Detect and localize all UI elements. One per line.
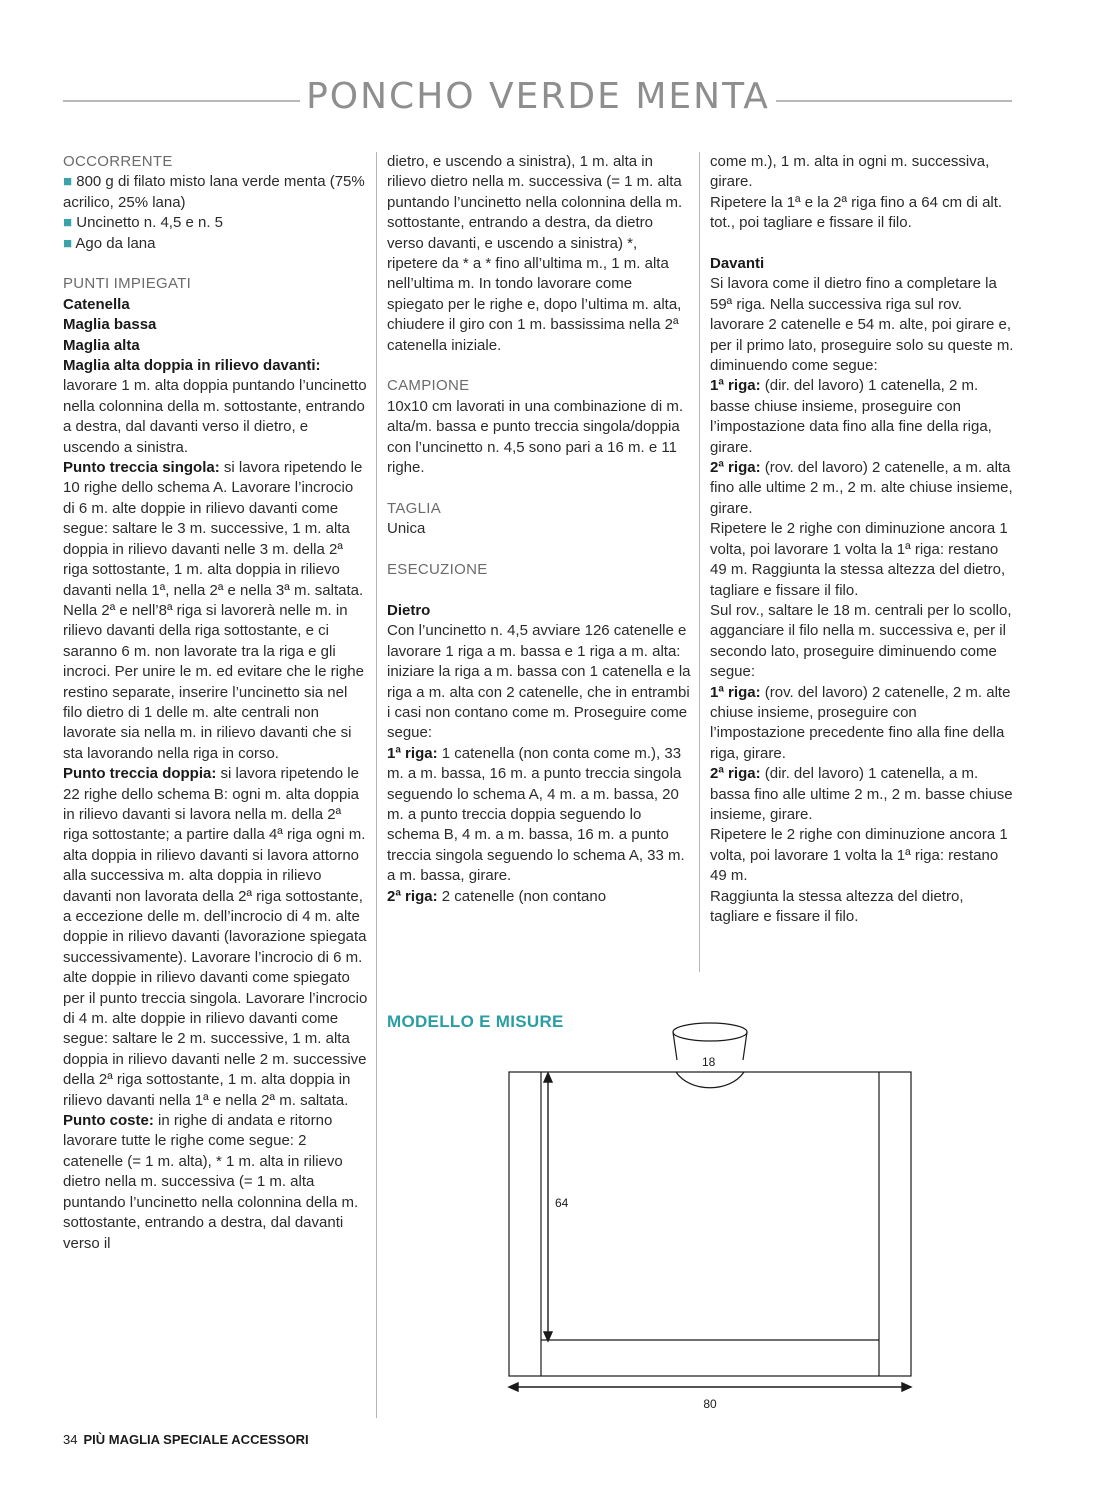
neckline bbox=[676, 1072, 744, 1088]
row-instruction: 2ª riga: (rov. del lavoro) 2 catenelle, a m. alta fino alle ultime 2 m., 2 m. alte chiuse insieme, girare. bbox=[710, 459, 1013, 517]
arrow-head bbox=[902, 1383, 911, 1391]
stitch-maglia-alta: Maglia alta bbox=[63, 336, 140, 354]
bullet-icon: ■ bbox=[63, 234, 73, 252]
column-1 bbox=[63, 152, 368, 1254]
collar-top bbox=[673, 1023, 747, 1041]
campione-text: 10x10 cm lavorati in una combinazione di m. alta/m. bassa e punto treccia singola/doppia con l’uncinetto n. 4,5 sono pari a 16 m. e 11 righe. bbox=[387, 397, 683, 477]
stitch-catenella: Catenella bbox=[63, 295, 130, 313]
row-instruction: 1ª riga: 1 catenella (non conta come m.), 33 m. a m. bassa, 16 m. a punto treccia singola seguendo lo schema A, 4 m. a m. bassa, 20 m. a punto treccia doppia seguendo lo schema B, 4 m. a m. bassa, 16 m. a punto treccia singola seguendo lo schema A, 33 m. a m. bassa, girare. bbox=[387, 744, 685, 885]
column-3 bbox=[710, 152, 1015, 927]
punti-heading: PUNTI IMPIEGATI bbox=[63, 275, 192, 293]
list-item: ■ Uncinetto n. 4,5 e n. 5 bbox=[63, 214, 223, 232]
column-2 bbox=[387, 152, 692, 907]
continued-paragraph: come m.), 1 m. alta in ogni m. successiva, girare. bbox=[710, 153, 990, 191]
list-item: ■ Ago da lana bbox=[63, 234, 156, 252]
arrow-head bbox=[544, 1073, 552, 1082]
page-footer bbox=[63, 1432, 309, 1447]
row-instruction: 1ª riga: (rov. del lavoro) 2 catenelle, 2 m. alte chiuse insieme, proseguire con l’impostazione precedente fino alla fine della riga, girare. bbox=[710, 683, 1011, 762]
stitch-maglia-bassa: Maglia bassa bbox=[63, 316, 157, 334]
title-rule-right bbox=[776, 100, 1012, 102]
stitch-paragraph: Maglia alta doppia in rilievo davanti: lavorare 1 m. alta doppia puntando l’uncinetto nella colonnina della m. sottostante, entrando a destra, dal davanti verso il dietro, e uscendo a sinistra. bbox=[63, 357, 367, 456]
width-label: 80 bbox=[703, 1397, 717, 1411]
modello-misure-heading: MODELLO E MISURE bbox=[387, 1012, 564, 1031]
stitch-paragraph: Punto treccia singola: si lavora ripetendo le 10 righe dello schema A. Lavorare l’incrocio di 6 m. alte doppie in rilievo davanti come segue: saltare le 3 m. successive, 1 m. alta doppia in rilievo davanti nelle 3 m. della 2ª riga sottostante, 1 m. alta doppia in rilievo davanti nella 1ª, nella 2ª e nella 3ª m. saltata. Nella 2ª e nell’8ª riga si lavorerà nelle m. in rilievo davanti della riga sottostante, e ci saranno 6 m. non lavorate tra la riga e gli incroci. Per unire le m. ed evitare che le righe restino separate, inserire l’uncinetto sia nel filo dietro di 1 delle m. alte centrali non lavorate sia nella m. in rilievo davanti che si sta lavorando nella riga in corso. bbox=[63, 459, 364, 762]
campione-heading: CAMPIONE bbox=[387, 377, 470, 395]
bullet-icon: ■ bbox=[63, 214, 73, 232]
arrow-head bbox=[509, 1383, 518, 1391]
occorrente-heading: OCCORRENTE bbox=[63, 153, 173, 170]
title-rule-left bbox=[63, 100, 300, 102]
repeat-text: Ripetere la 1ª e la 2ª riga fino a 64 cm di alt. tot., poi tagliare e fissare il filo. bbox=[710, 193, 1003, 232]
poncho-schematic bbox=[490, 1015, 930, 1415]
page-number: 34 bbox=[63, 1432, 78, 1447]
second-side-text: Sul rov., saltare le 18 m. centrali per lo scollo, agganciare il filo nella m. successiva e, per il secondo lato, proseguire diminuendo come segue: bbox=[710, 601, 1012, 681]
taglia-heading: TAGLIA bbox=[387, 499, 442, 517]
esecuzione-heading: ESECUZIONE bbox=[387, 561, 488, 579]
stitch-paragraph: Punto treccia doppia: si lavora ripetendo le 22 righe dello schema B: ogni m. alta doppia in rilievo davanti si lavora nella m. della 2ª riga sottostante; a partire dalla 4ª riga ogni m. alta doppia in rilievo davanti si lavora attorno alla successiva m. alta doppia in rilievo davanti non lavorata della 2ª riga sottostante, a eccezione delle m. dell’incrocio di 4 m. alte doppie in rilievo davanti (lavorazione spiegata successivamente). Lavorare l’incrocio di 6 m. alte doppie in rilievo davanti come spiegato per il punto treccia singola. Lavorare l’incrocio di 4 m. alte doppie in rilievo davanti come segue: saltare le 2 m. successive, 1 m. alta doppia in rilievo davanti nelle 2 m. successive della 2ª riga sottostante, 1 m. alta doppia in rilievo davanti nella 1ª e nella 2ª m. saltata. bbox=[63, 765, 368, 1109]
height-label: 64 bbox=[555, 1196, 569, 1210]
list-item: ■ 800 g di filato misto lana verde menta (75% acrilico, 25% lana) bbox=[63, 173, 365, 211]
page-title: PONCHO VERDE MENTA bbox=[306, 76, 770, 117]
stitch-paragraph: Punto coste: in righe di andata e ritorno lavorare tutte le righe come segue: 2 catenelle (= 1 m. alta), * 1 m. alta in rilievo dietro nella m. successiva (= 1 m. alta puntando l’uncinetto nella colonnina della m. sottostante, entrando a destra, dal davanti verso il bbox=[63, 1112, 359, 1252]
column-divider-2 bbox=[699, 152, 700, 972]
davanti-text: Si lavora come il dietro fino a completare la 59ª riga. Nella successiva riga sul rov. lavorare 2 catenelle e 54 m. alte, poi girare e, per il primo lato, proseguire solo su queste m. diminuendo come segue: bbox=[710, 275, 1014, 375]
final-text: Raggiunta la stessa altezza del dietro, tagliare e fissare il filo. bbox=[710, 887, 964, 926]
body-outline bbox=[509, 1072, 911, 1376]
davanti-heading: Davanti bbox=[710, 255, 765, 273]
taglia-text: Unica bbox=[387, 520, 426, 538]
column-divider-1 bbox=[376, 152, 377, 1418]
bullet-icon: ■ bbox=[63, 173, 73, 191]
repeat-text: Ripetere le 2 righe con diminuzione ancora 1 volta, poi lavorare 1 volta la 1ª riga: restano 49 m. Raggiunta la stessa altezza del dietro, tagliare e fissare il filo. bbox=[710, 520, 1008, 599]
repeat-text: Ripetere le 2 righe con diminuzione ancora 1 volta, poi lavorare 1 volta la 1ª riga: restano 49 m. bbox=[710, 826, 1008, 885]
row-instruction: 2ª riga: 2 catenelle (non contano bbox=[387, 887, 607, 905]
row-instruction: 1ª riga: (dir. del lavoro) 1 catenella, 2 m. basse chiuse insieme, proseguire con l’impostazione data fino alla fine della riga, girare. bbox=[710, 377, 992, 456]
magazine-title: PIÙ MAGLIA SPECIALE ACCESSORI bbox=[83, 1432, 309, 1447]
dietro-text: Con l’uncinetto n. 4,5 avviare 126 catenelle e lavorare 1 riga a m. bassa e 1 riga a m. alta: iniziare la riga a m. bassa con 1 catenella e la riga a m. alta con 2 catenelle, che in entrambi i casi non contano come m. Proseguire come segue: bbox=[387, 622, 691, 742]
dietro-heading: Dietro bbox=[387, 601, 431, 619]
row-instruction: 2ª riga: (dir. del lavoro) 1 catenella, a m. bassa fino alle ultime 2 m., 2 m. basse chiuse insieme, girare. bbox=[710, 765, 1013, 823]
neck-label: 18 bbox=[702, 1055, 716, 1069]
continued-paragraph: dietro, e uscendo a sinistra), 1 m. alta in rilievo dietro nella m. successiva (= 1 m. alta puntando l’uncinetto nella colonnina della m. sottostante, entrando a destra, da dietro verso davanti, e uscendo a sinistra) *, ripetere da * a * fino all’ultima m., 1 m. alta nell’ultima m. In tondo lavorare come spiegato per le righe e, dopo l’ultima m. alta, chiudere il giro con 1 m. bassissima nella 2ª catenella iniziale. bbox=[387, 153, 683, 354]
